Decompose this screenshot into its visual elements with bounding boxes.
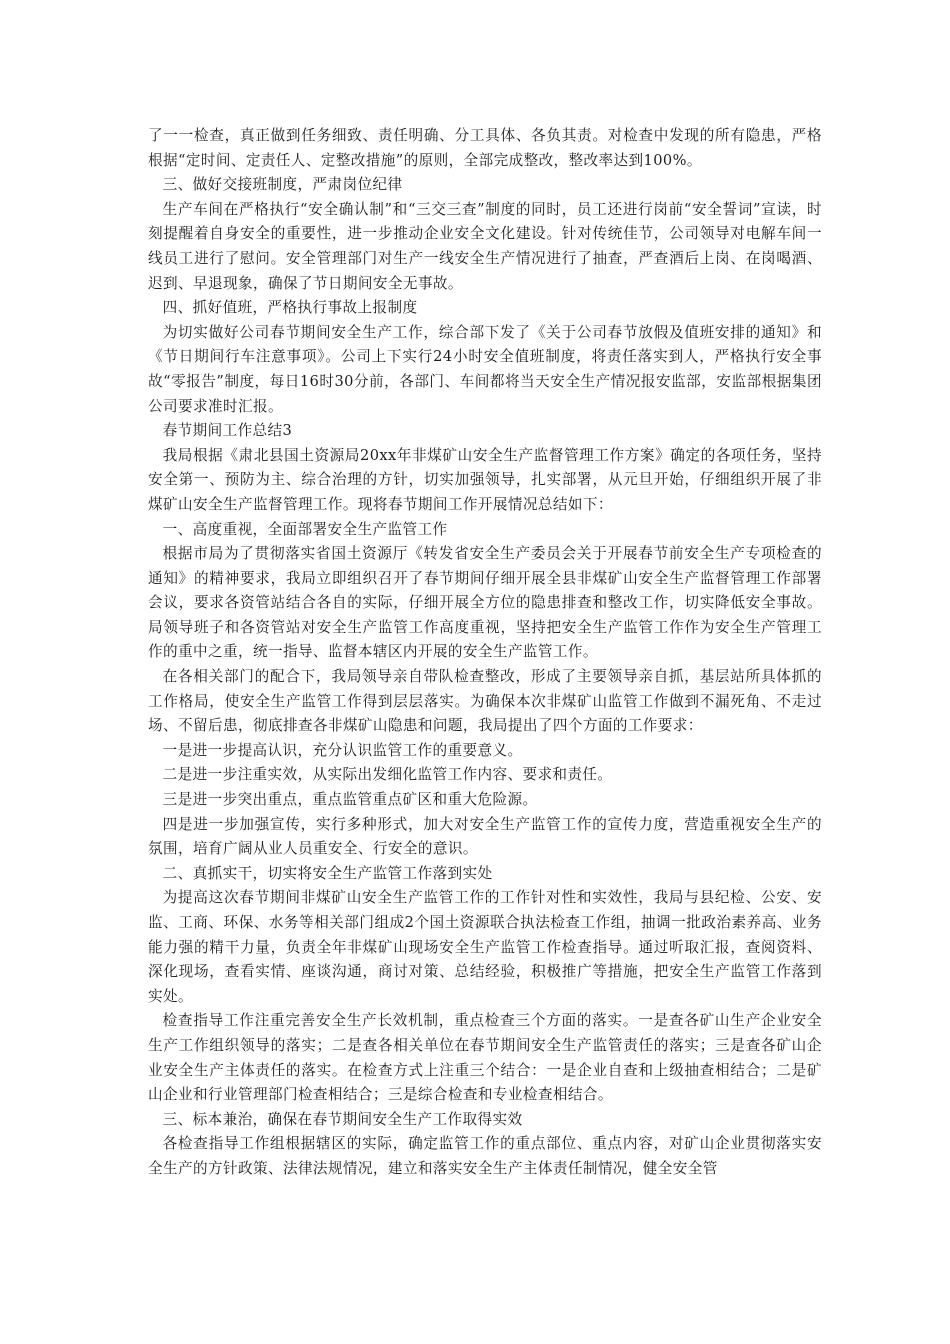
paragraph-continuation: 了一一检查，真正做到任务细致、责任明确、分工具体、各负其责。对检查中发现的所有隐患，严格根据“定时间、定责任人、定整改措施”的原则，全部完成整改，整改率达到100%。 [148, 127, 822, 169]
section-heading-deployment: 一、高度重视，全面部署安全生产监管工作 [162, 520, 448, 538]
paragraph-duty-schedule: 为切实做好公司春节期间安全生产工作，综合部下发了《关于公司春节放假及值班安排的通知》和《节日期间行车注意事项》。公司上下实行24小时安全值班制度，将责任落实到人，严格执行安全事故“零报告”制度，每日16时30分前，各部门、车间都将当天安全生产情况报安监部，安监部根据集团公司要求准时汇报。 [148, 323, 822, 415]
requirement-item-1: 一是进一步提高认识，充分认识监管工作的重要意义。 [162, 741, 523, 759]
requirement-item-2: 二是进一步注重实效，从实际出发细化监管工作内容、要求和责任。 [162, 766, 613, 784]
section-heading-results: 三、标本兼治，确保在春节期间安全生产工作取得实效 [162, 1110, 523, 1128]
paragraph-city-bureau: 根据市局为了贯彻落实省国土资源厅《转发省安全生产委员会关于开展春节前安全生产专项检查的通知》的精神要求，我局立即组织召开了春节期间仔细开展全县非煤矿山安全生产监督管理工作部署会议，要求各资管站结合各自的实际，仔细开展全方位的隐患排查和整改工作，切实降低安全事故。局领导班子和各资管站对安全生产监管工作高度重视，坚持把安全生产监管工作作为安全生产管理工作的重中之重，统一指导、监督本辖区内开展的安全生产监管工作。 [148, 545, 822, 661]
paragraph-intro: 我局根据《肃北县国土资源局20xx年非煤矿山安全生产监督管理工作方案》确定的各项任务，坚持安全第一、预防为主、综合治理的方针，切实加强领导，扎实部署，从元旦开始，仔细组织开展了非煤矿山安全生产监督管理工作。现将春节期间工作开展情况总结如下： [148, 446, 822, 513]
paragraph-joint-inspection: 为提高这次春节期间非煤矿山安全生产监管工作的工作针对性和实效性，我局与县纪检、公安、安监、工商、环保、水务等相关部门组成2个国土资源联合执法检查工作组，抽调一批政治素养高、业务能力强的精干力量，负责全年非煤矿山现场安全生产监管工作检查指导。通过听取汇报，查阅资料、深化现场，查看实情、座谈沟通，商讨对策、总结经验，积极推广等措施，把安全生产监管工作落到实处。 [148, 889, 822, 1005]
section-heading-implementation: 二、真抓实干，切实将安全生产监管工作落到实处 [162, 864, 493, 882]
document-page [148, 124, 822, 1182]
paragraph-inspection-groups: 各检查指导工作组根据辖区的实际，确定监管工作的重点部位、重点内容，对矿山企业贯彻落实安全生产的方针政策、法律法规情况，建立和落实安全生产主体责任制情况，健全安全管 [148, 1135, 822, 1177]
section-heading-duty-reporting: 四、抓好值班，严格执行事故上报制度 [162, 299, 418, 317]
requirement-item-4: 四是进一步加强宣传，实行多种形式，加大对安全生产监管工作的宣传力度，营造重视安全生产的氛围，培育广阔从业人员重安全、行安全的意识。 [148, 815, 822, 858]
paragraph-workshop-safety: 生产车间在严格执行“安全确认制”和“三交三查”制度的同时，员工还进行岗前“安全誓词”宣读，时刻提醒着自身安全的重要性，进一步推动企业安全文化建设。针对传统佳节，公司领导对电解车间一线员工进行了慰问。安全管理部门对生产一线安全生产情况进行了抽查，严查酒后上岗、在岗喝酒、迟到、早退现象，确保了节日期间安全无事故。 [148, 200, 822, 292]
paragraph-cooperation: 在各相关部门的配合下，我局领导亲自带队检查整改，形成了主要领导亲自抓，基层站所具体抓的工作格局，使安全生产监管工作得到层层落实。为确保本次非煤矿山监管工作做到不漏死角、不走过场、不留后患，彻底排查各非煤矿山隐患和问题，我局提出了四个方面的工作要求： [148, 668, 822, 735]
paragraph-inspection-focus: 检查指导工作注重完善安全生产长效机制，重点检查三个方面的落实。一是查各矿山生产企业安全生产工作组织领导的落实；二是查各相关单位在春节期间安全生产监管责任的落实；三是查各矿山企业安全生产主体责任的落实。在检查方式上注重三个结合：一是企业自查和上级抽查相结合；二是矿山企业和行业管理部门检查相结合；三是综合检查和专业检查相结合。 [148, 1012, 822, 1104]
requirement-item-3: 三是进一步突出重点，重点监管重点矿区和重大危险源。 [162, 791, 538, 809]
section-heading-shift-handover: 三、做好交接班制度，严肃岗位纪律 [162, 176, 403, 194]
document-subtitle-summary-3: 春节期间工作总结3 [162, 422, 293, 440]
